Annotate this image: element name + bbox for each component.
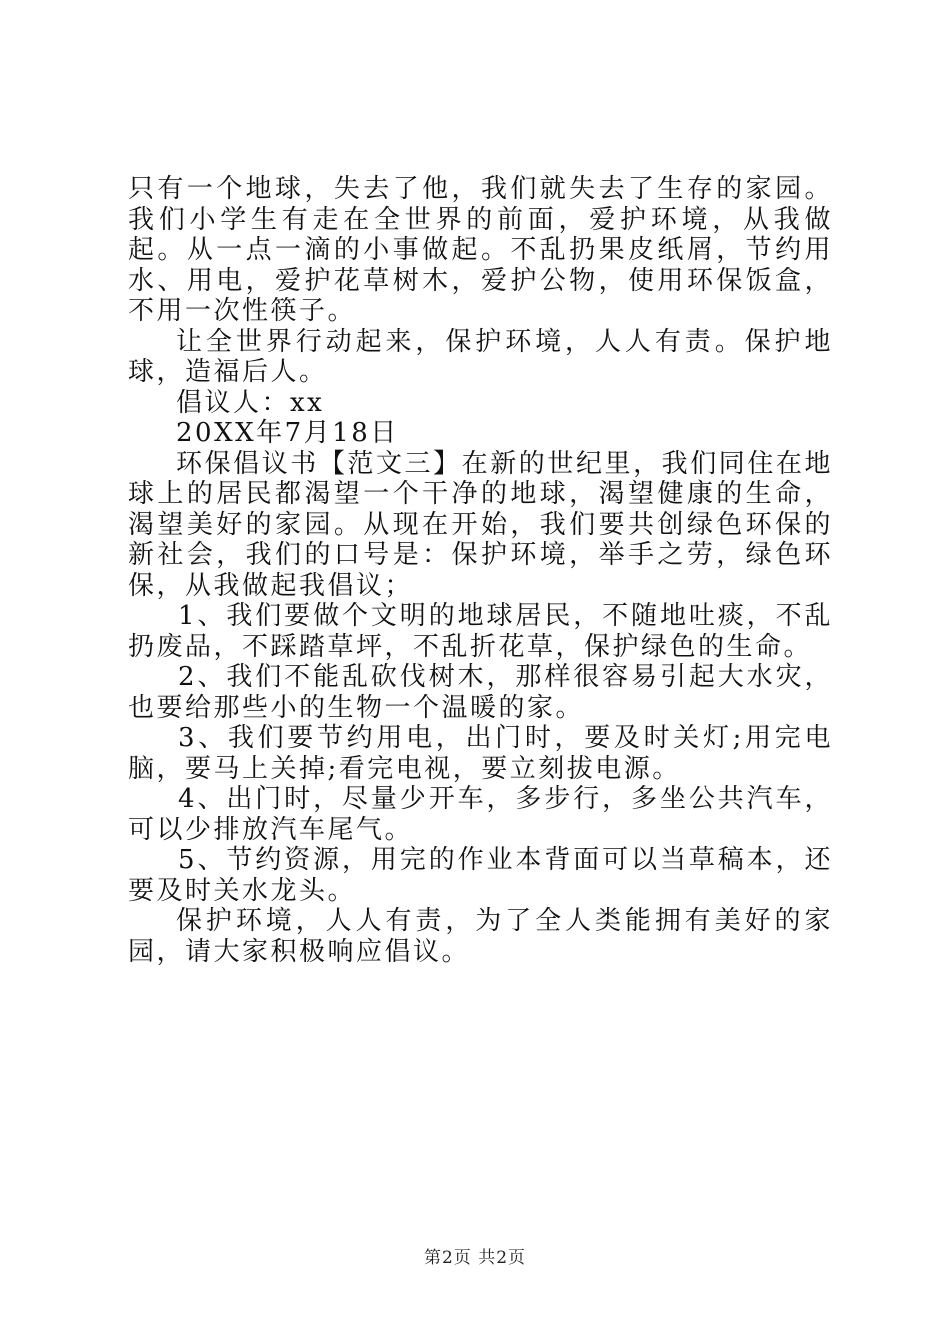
paragraph-call-to-action: 让全世界行动起来，保护环境，人人有责。保护地球，造福后人。 [128,326,833,387]
list-item-1: 1、我们要做个文明的地球居民，不随地吐痰，不乱扔废品，不踩踏草坪，不乱折花草，保护绿色的生命。 [128,601,833,662]
list-item-2: 2、我们不能乱砍伐树木，那样很容易引起大水灾，也要给那些小的生物一个温暖的家。 [128,662,833,723]
list-item-4: 4、出门时，尽量少开车，多步行，多坐公共汽车，可以少排放汽车尾气。 [128,784,833,845]
paragraph-sample-three: 环保倡议书【范文三】在新的世纪里，我们同住在地球上的居民都渴望一个干净的地球，渴望健康的生命，渴望美好的家园。从现在开始，我们要共创绿色环保的新社会，我们的口号是：保护环境，举手之劳，绿色环保，从我做起我倡议； [128,448,833,601]
date-line: 20XX年7月18日 [176,418,399,448]
proposer-line: 倡议人：xx [176,387,325,418]
paragraph-intro: 只有一个地球，失去了他，我们就失去了生存的家园。我们小学生有走在全世界的前面，爱护环境，从我做起。从一点一滴的小事做起。不乱扔果皮纸屑，节约用水、用电，爱护花草树木，爱护公物，使用环保饭盒，不用一次性筷子。 [128,174,833,326]
document-body [128,174,833,967]
list-item-5: 5、节约资源，用完的作业本背面可以当草稿本，还要及时关水龙头。 [128,845,833,906]
paragraph-closing: 保护环境，人人有责，为了全人类能拥有美好的家园，请大家积极响应倡议。 [128,906,833,967]
page-footer: 第2页 共2页 [423,1248,527,1268]
list-item-3: 3、我们要节约用电，出门时，要及时关灯;用完电脑，要马上关掉;看完电视，要立刻拔电源。 [128,723,833,784]
